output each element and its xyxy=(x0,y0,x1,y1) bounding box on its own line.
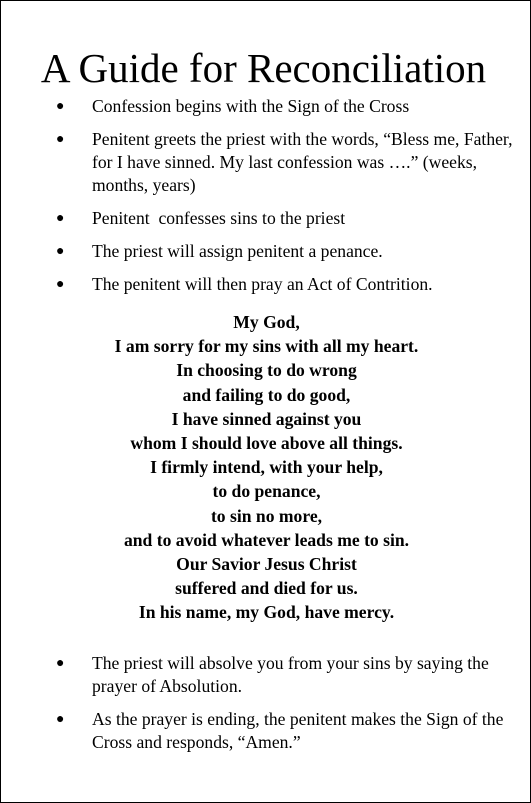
step-text: As the prayer is ending, the penitent makes the Sign of the Cross and responds, “Amen.” xyxy=(92,709,504,752)
steps-list-after-prayer xyxy=(1,652,531,764)
act-of-contrition-prayer xyxy=(1,310,531,625)
bullet-icon: ● xyxy=(56,211,65,226)
prayer-line: I have sinned against you xyxy=(171,408,362,429)
step-item xyxy=(1,273,531,296)
prayer-line: to do penance, xyxy=(212,481,321,502)
step-text: Penitent confesses sins to the priest xyxy=(92,208,346,228)
page-title: A Guide for Reconciliation xyxy=(40,45,487,91)
step-item xyxy=(1,207,531,230)
step-item xyxy=(1,95,531,118)
bullet-icon: ● xyxy=(56,244,65,259)
prayer-line: In his name, my God, have mercy. xyxy=(138,602,395,623)
prayer-line: My God, xyxy=(233,312,300,332)
step-text: The penitent will then pray an Act of Contrition. xyxy=(92,274,433,294)
prayer-line: and to avoid whatever leads me to sin. xyxy=(123,529,410,550)
prayer-line: I am sorry for my sins with all my heart. xyxy=(114,336,419,357)
prayer-line: In choosing to do wrong xyxy=(176,360,357,381)
step-text: The priest will absolve you from your sins by saying the prayer of Absolution. xyxy=(92,653,489,696)
step-item xyxy=(1,708,531,754)
steps-list-before-prayer xyxy=(1,95,531,306)
prayer-line: and failing to do good, xyxy=(182,384,351,405)
bullet-icon: ● xyxy=(56,277,65,292)
step-item xyxy=(1,652,531,698)
step-item xyxy=(1,240,531,263)
step-text: Penitent greets the priest with the words, “Bless me, Father, for I have sinned. My last confession was ….” (weeks, months, years) xyxy=(92,129,513,195)
bullet-icon: ● xyxy=(56,656,65,671)
prayer-line: suffered and died for us. xyxy=(175,578,358,599)
step-text: The priest will assign penitent a penance. xyxy=(92,241,383,261)
bullet-icon: ● xyxy=(56,99,65,114)
prayer-line: Our Savior Jesus Christ xyxy=(176,554,357,575)
step-item xyxy=(1,128,531,197)
prayer-line: whom I should love above all things. xyxy=(130,433,403,454)
bullet-icon: ● xyxy=(56,712,65,727)
prayer-line: I firmly intend, with your help, xyxy=(150,457,383,478)
step-text: Confession begins with the Sign of the Cross xyxy=(92,96,410,116)
bullet-icon: ● xyxy=(56,132,65,147)
prayer-line: to sin no more, xyxy=(210,505,323,526)
